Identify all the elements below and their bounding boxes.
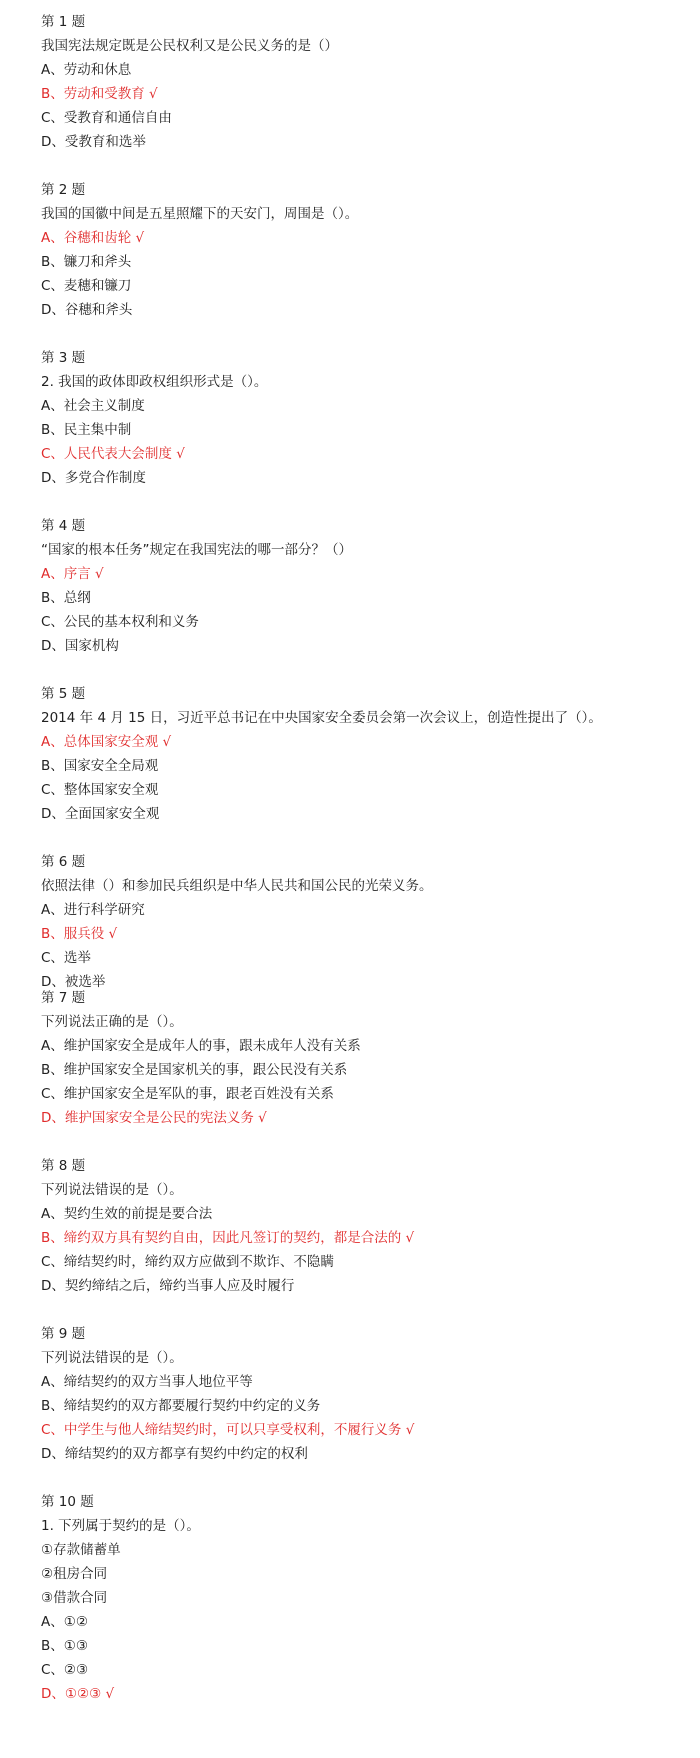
question-stem: 2. 我国的政体即政权组织形式是（）。 [41,374,268,390]
option-d: D、国家机构 [41,638,119,654]
sub-item-1: ①存款储蓄单 [41,1542,121,1558]
option-c: C、缔结契约时，缔约双方应做到不欺诈、不隐瞒 [41,1254,334,1270]
option-d-correct: D、①②③ √ [41,1686,115,1702]
option-a: A、劳动和休息 [41,62,132,78]
option-b-correct: B、劳动和受教育 √ [41,86,158,102]
question-stem: 1. 下列属于契约的是（）。 [41,1518,200,1534]
question-5 [41,682,691,826]
question-stem: 依照法律（）和参加民兵组织是中华人民共和国公民的光荣义务。 [41,878,433,894]
option-b-correct: B、缔约双方具有契约自由，因此凡签订的契约，都是合法的 √ [41,1230,415,1246]
option-c-correct: C、中学生与他人缔结契约时，可以只享受权利，不履行义务 √ [41,1422,415,1438]
option-b: B、国家安全全局观 [41,758,159,774]
option-b: B、①③ [41,1638,88,1654]
sub-item-3: ③借款合同 [41,1590,108,1606]
option-b: B、维护国家安全是国家机关的事，跟公民没有关系 [41,1062,348,1078]
question-1 [41,10,691,154]
question-4 [41,514,691,658]
option-d: D、缔结契约的双方都享有契约中约定的权利 [41,1446,308,1462]
option-a-correct: A、序言 √ [41,566,104,582]
option-a: A、社会主义制度 [41,398,145,414]
option-a: A、维护国家安全是成年人的事，跟未成年人没有关系 [41,1038,361,1054]
question-stem: 我国的国徽中间是五星照耀下的天安门，周围是（）。 [41,206,359,222]
question-title: 第 6 题 [41,854,86,870]
option-b: B、镰刀和斧头 [41,254,132,270]
option-a-correct: A、谷穗和齿轮 √ [41,230,145,246]
question-2 [41,178,691,322]
question-stem: 下列说法正确的是（）。 [41,1014,183,1030]
option-d: D、被选举 [41,974,106,990]
option-d: D、契约缔结之后，缔约当事人应及时履行 [41,1278,295,1294]
question-title: 第 4 题 [41,518,86,534]
question-9 [41,1322,691,1466]
question-10 [41,1490,691,1706]
option-d: D、多党合作制度 [41,470,146,486]
question-title: 第 5 题 [41,686,86,702]
question-title: 第 7 题 [41,990,86,1006]
question-8 [41,1154,691,1298]
option-c: C、②③ [41,1662,89,1678]
question-title: 第 1 题 [41,14,86,30]
sub-item-2: ②租房合同 [41,1566,108,1582]
option-a: A、缔结契约的双方当事人地位平等 [41,1374,253,1390]
question-title: 第 3 题 [41,350,86,366]
question-title: 第 10 题 [41,1494,94,1510]
option-c: C、公民的基本权利和义务 [41,614,199,630]
option-b: B、总纲 [41,590,91,606]
question-stem: 下列说法错误的是（）。 [41,1182,183,1198]
option-c: C、受教育和通信自由 [41,110,172,126]
option-b: B、缔结契约的双方都要履行契约中约定的义务 [41,1398,321,1414]
option-c: C、麦穗和镰刀 [41,278,132,294]
question-stem: 我国宪法规定既是公民权利又是公民义务的是（） [41,38,338,54]
question-3 [41,346,691,490]
option-d-correct: D、维护国家安全是公民的宪法义务 √ [41,1110,267,1126]
option-d: D、受教育和选举 [41,134,146,150]
question-7 [41,986,691,1130]
question-stem: 下列说法错误的是（）。 [41,1350,183,1366]
question-stem: “国家的根本任务”规定在我国宪法的哪一部分？（） [41,542,352,558]
option-c-correct: C、人民代表大会制度 √ [41,446,185,462]
option-a: A、①② [41,1614,88,1630]
option-d: D、谷穗和斧头 [41,302,133,318]
question-title: 第 2 题 [41,182,86,198]
option-a: A、进行科学研究 [41,902,145,918]
option-c: C、选举 [41,950,91,966]
option-a-correct: A、总体国家安全观 √ [41,734,172,750]
question-6 [41,850,691,994]
question-stem: 2014 年 4 月 15 日，习近平总书记在中央国家安全委员会第一次会议上，创造性提出了（）。 [41,710,602,726]
option-b-correct: B、服兵役 √ [41,926,118,942]
question-title: 第 8 题 [41,1158,86,1174]
option-c: C、整体国家安全观 [41,782,159,798]
question-title: 第 9 题 [41,1326,86,1342]
option-d: D、全面国家安全观 [41,806,160,822]
option-a: A、契约生效的前提是要合法 [41,1206,213,1222]
option-b: B、民主集中制 [41,422,132,438]
option-c: C、维护国家安全是军队的事，跟老百姓没有关系 [41,1086,334,1102]
